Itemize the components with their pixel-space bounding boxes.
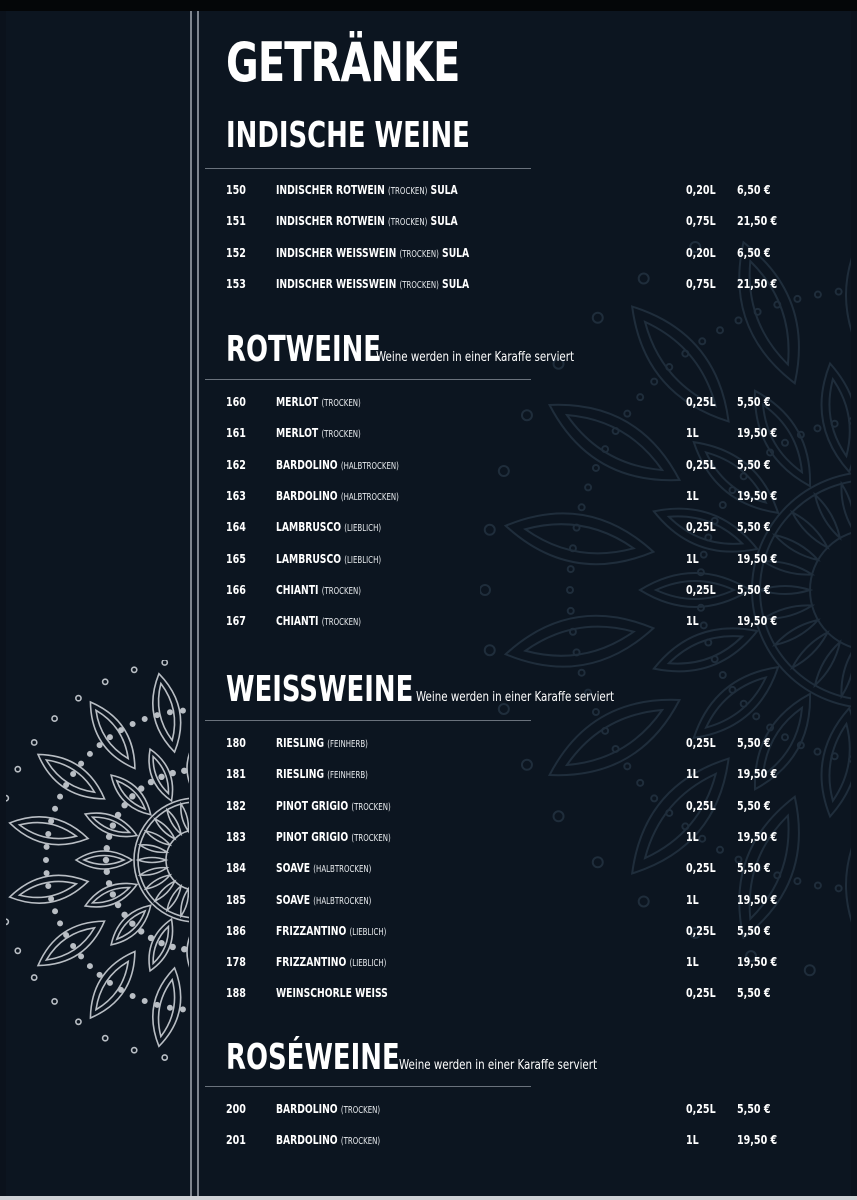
item-price: 5,50 € [737,519,771,535]
item-number: 165 [226,550,246,566]
menu-item-row [0,243,857,263]
item-name: RIESLING [276,766,325,782]
menu-item-row [0,517,857,537]
menu-item-row [0,764,857,784]
item-name: FRIZZANTINO [276,922,347,938]
section-divider [205,1086,531,1087]
item-price: 5,50 € [737,922,771,938]
item-name-group [276,423,361,445]
item-name-group [276,455,399,477]
item-name: INDISCHER WEISSWEIN [276,275,397,291]
item-brand: SULA [442,244,470,260]
item-number: 164 [226,519,246,535]
item-number: 167 [226,613,246,629]
item-detail: (LIEBLICH) [349,926,387,938]
item-detail: (TROCKEN) [351,801,391,813]
menu-item-row [0,180,857,200]
item-name-group [276,1099,380,1121]
menu-item-row [0,392,857,412]
item-detail: (TROCKEN) [321,429,361,441]
item-detail: (HALBTROCKEN) [340,460,399,472]
item-name-group [276,243,469,265]
menu-item-row [0,455,857,475]
item-detail: (TROCKEN) [399,248,439,260]
menu-item-row [0,1130,857,1150]
menu-item-row [0,952,857,972]
item-number: 183 [226,828,246,844]
item-detail: (FEINHERB) [327,739,368,750]
item-volume: 1L [686,1132,699,1148]
menu-item-row [0,796,857,816]
item-volume: 0,75L [686,213,716,229]
page-title: GETRÄNKE [226,31,460,94]
item-volume: 0,25L [686,1101,716,1116]
item-name-group [276,274,469,296]
item-name: FRIZZANTINO [276,954,347,970]
item-number: 200 [226,1101,246,1116]
item-number: 188 [226,985,246,1001]
item-name-group [276,890,371,912]
item-volume: 1L [686,550,699,566]
menu-item-row [0,827,857,847]
item-detail: (LIEBLICH) [349,958,387,970]
menu-item-row [0,549,857,569]
item-name: WEINSCHORLE WEISS [276,985,388,1001]
item-number: 182 [226,797,246,813]
section-note: Weine werden in einer Karaffe serviert [416,690,615,705]
item-detail: (TROCKEN) [388,186,428,197]
item-volume: 0,25L [686,860,716,876]
item-volume: 1L [686,613,699,629]
menu-item-row [0,211,857,231]
item-number: 150 [226,182,246,197]
section-header-rotweine [226,329,601,370]
item-number: 184 [226,860,246,876]
item-brand: SULA [430,213,458,229]
item-volume: 1L [686,425,699,441]
item-name-group [276,180,458,202]
item-volume: 0,20L [686,182,716,197]
item-price: 19,50 € [737,891,778,907]
item-name: INDISCHER ROTWEIN [276,182,385,197]
item-volume: 1L [686,487,699,503]
item-number: 201 [226,1132,246,1148]
menu-item-row [0,611,857,631]
item-detail: (LIEBLICH) [344,554,382,566]
item-number: 186 [226,922,246,938]
item-detail: (HALBTROCKEN) [340,491,399,503]
item-name: INDISCHER ROTWEIN [276,213,385,229]
item-number: 185 [226,891,246,907]
item-name-group [276,796,391,818]
item-price: 5,50 € [737,456,771,472]
item-number: 151 [226,213,246,229]
menu-item-row [0,486,857,506]
item-name-group [276,392,361,414]
item-name: SOAVE [276,891,311,907]
section-header-weissweine [226,669,641,710]
item-number: 180 [226,735,246,750]
item-price: 21,50 € [737,275,778,291]
menu-item-row [0,890,857,910]
item-number: 160 [226,394,246,409]
item-name-group [276,983,388,1003]
menu-item-row [0,733,857,753]
item-name: RIESLING [276,735,325,750]
item-price: 5,50 € [737,735,771,750]
item-number: 161 [226,425,246,441]
item-name: CHIANTI [276,613,319,629]
item-number: 162 [226,456,246,472]
item-brand: SULA [430,182,458,197]
section-divider [205,720,531,721]
item-volume: 0,25L [686,456,716,472]
item-detail: (HALBTROCKEN) [313,864,372,876]
item-name-group [276,921,386,943]
item-name: LAMBRUSCO [276,519,342,535]
section-title: ROSÉWEINE [226,1037,400,1078]
item-detail: (HALBTROCKEN) [313,895,372,907]
item-name-group [276,952,386,974]
item-price: 5,50 € [737,394,771,409]
item-brand: SULA [442,275,470,291]
item-name: BARDOLINO [276,1132,338,1148]
item-price: 5,50 € [737,860,771,876]
item-price: 19,50 € [737,828,778,844]
item-volume: 0,25L [686,797,716,813]
item-price: 21,50 € [737,213,778,229]
item-detail: (TROCKEN) [399,279,439,291]
section-header-indische-weine [226,115,531,156]
item-detail: (TROCKEN) [340,1136,381,1148]
menu-item-row [0,921,857,941]
item-name-group [276,611,361,633]
item-name-group [276,733,368,755]
item-detail: (FEINHERB) [327,770,368,782]
item-name: SOAVE [276,860,311,876]
item-name-group [276,549,381,571]
item-name: MERLOT [276,394,319,409]
item-price: 5,50 € [737,985,771,1001]
item-name-group [276,827,391,849]
item-price: 6,50 € [737,244,771,260]
item-name: PINOT GRIGIO [276,828,349,844]
item-price: 19,50 € [737,954,778,970]
item-detail: (LIEBLICH) [344,523,382,535]
section-divider [205,379,531,380]
item-number: 152 [226,244,246,260]
item-volume: 0,25L [686,581,716,597]
item-price: 19,50 € [737,613,778,629]
item-price: 19,50 € [737,425,778,441]
item-name-group [276,580,361,602]
item-number: 166 [226,581,246,597]
item-detail: (TROCKEN) [351,832,391,844]
item-name: CHIANTI [276,581,319,597]
section-title: ROTWEINE [226,329,381,370]
item-price: 19,50 € [737,766,778,782]
item-volume: 0,25L [686,922,716,938]
menu-item-row [0,274,857,294]
item-price: 5,50 € [737,1101,771,1116]
section-title: WEISSWEINE [226,669,414,710]
item-detail: (TROCKEN) [321,585,362,597]
item-name: BARDOLINO [276,1101,338,1116]
item-volume: 0,75L [686,275,716,291]
item-number: 153 [226,275,246,291]
item-name-group [276,858,371,880]
item-name: PINOT GRIGIO [276,797,349,813]
item-detail: (TROCKEN) [340,1105,381,1116]
item-volume: 0,20L [686,244,716,260]
item-price: 19,50 € [737,1132,778,1148]
item-name-group [276,486,399,508]
item-volume: 1L [686,828,699,844]
item-volume: 1L [686,954,699,970]
menu-item-row [0,983,857,1003]
section-note: Weine werden in einer Karaffe serviert [399,1058,598,1073]
item-price: 5,50 € [737,581,771,597]
item-name-group [276,517,381,539]
item-volume: 0,25L [686,985,716,1001]
item-number: 178 [226,954,246,970]
item-name: INDISCHER WEISSWEIN [276,244,397,260]
section-title: INDISCHE WEINE [226,115,470,156]
item-volume: 1L [686,766,699,782]
section-note: Weine werden in einer Karaffe serviert [375,350,574,365]
section-header-roseweine [226,1037,624,1078]
item-detail: (TROCKEN) [321,398,361,409]
item-price: 19,50 € [737,487,778,503]
item-number: 163 [226,487,246,503]
menu-item-row [0,1099,857,1119]
item-name: MERLOT [276,425,319,441]
item-detail: (TROCKEN) [321,617,362,629]
item-name-group [276,764,368,786]
menu-item-row [0,858,857,878]
section-divider [205,168,531,169]
item-volume: 0,25L [686,735,716,750]
item-detail: (TROCKEN) [388,217,428,229]
item-volume: 0,25L [686,519,716,535]
item-name-group [276,211,458,233]
item-price: 19,50 € [737,550,778,566]
menu-item-row [0,423,857,443]
item-volume: 1L [686,891,699,907]
item-name: LAMBRUSCO [276,550,342,566]
item-name-group [276,1130,380,1152]
menu-item-row [0,580,857,600]
item-name: BARDOLINO [276,456,338,472]
item-volume: 0,25L [686,394,716,409]
item-price: 6,50 € [737,182,771,197]
item-price: 5,50 € [737,797,771,813]
item-name: BARDOLINO [276,487,338,503]
item-number: 181 [226,766,246,782]
